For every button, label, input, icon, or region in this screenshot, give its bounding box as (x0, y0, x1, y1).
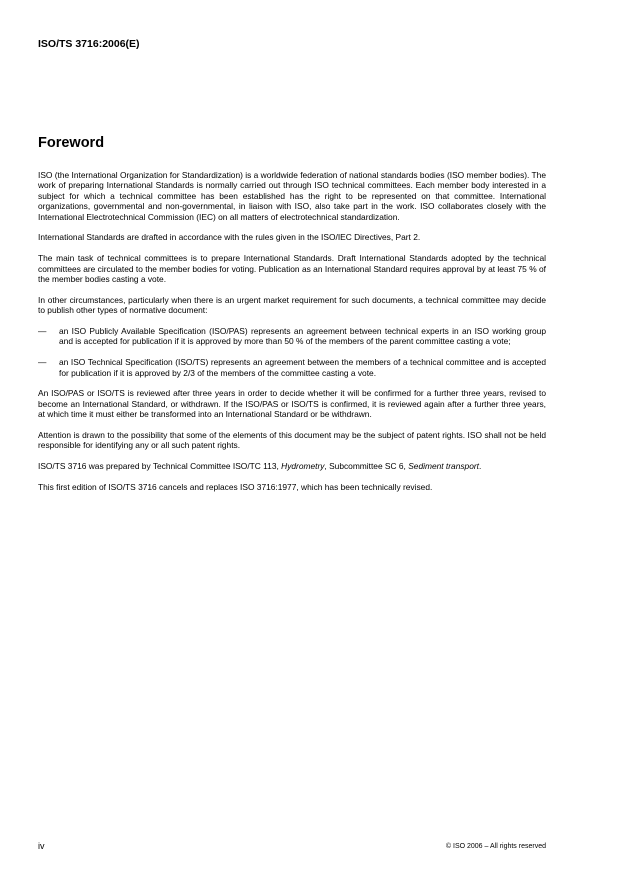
prepared-by-text: ISO/TS 3716 was prepared by Technical Committee ISO/TC 113, (38, 461, 282, 472)
page-title: Foreword (38, 135, 105, 151)
document-id-header: ISO/TS 3716:2006(E) (38, 38, 140, 50)
foreword-body (38, 170, 546, 503)
list-item-text: an ISO Publicly Available Specification (ISO/PAS) represents an agreement between technical experts in an ISO working group and is accepted for publication if it is approved by more than 50 % of the members of the parent committee casting a vote; (59, 326, 546, 347)
paragraph-prepared-by (38, 461, 546, 471)
paragraph-other-circumstances: In other circumstances, particularly when there is an urgent market requirement for such documents, a technical committee may decide to publish other types of normative document: (38, 294, 546, 316)
paragraph-patent-rights: Attention is drawn to the possibility that some of the elements of this document may be the subject of patent rights. ISO shall not be held responsible for identifying any or all such patent rights. (38, 430, 546, 451)
prepared-by-text: . (478, 461, 482, 472)
subcommittee-name: Sediment transport (408, 461, 479, 472)
list-item-ts (38, 357, 546, 378)
list-item-text: an ISO Technical Specification (ISO/TS) represents an agreement between the members of a technical committee and is accepted for publication if it is approved by 2/3 of the members of the committee casting a vote. (59, 357, 546, 378)
paragraph-review: An ISO/PAS or ISO/TS is reviewed after three years in order to decide whether it will be confirmed for a further three years, revised to become an International Standard, or withdrawn. If the ISO/PAS or ISO/TS is confirmed, it is reviewed again after a further three years, at which time it must either be transformed into an International Standard or be withdrawn. (38, 388, 546, 420)
paragraph-edition: This first edition of ISO/TS 3716 cancels and replaces ISO 3716:1977, which has been technically revised. (38, 482, 433, 493)
list-dash: — (38, 326, 47, 337)
paragraph-iso-federation: ISO (the International Organization for Standardization) is a worldwide federation of national standards bodies (ISO member bodies). The work of preparing International Standards is normally carried out through ISO technical committees. Each member body interested in a subject for which a technical committee has been established has the right to be represented on that committee. International organizations, governmental and non-governmental, in liaison with ISO, also take part in the work. ISO collaborates closely with the International Electrotechnical Commission (IEC) on all matters of electrotechnical standardization. (38, 170, 546, 222)
paragraph-directives: International Standards are drafted in accordance with the rules given in the ISO/IEC Directives, Part 2. (38, 232, 421, 243)
committee-name: Hydrometry (281, 461, 325, 472)
prepared-by-text: , Subcommittee SC 6, (324, 461, 409, 472)
list-item-pas (38, 326, 546, 347)
copyright-notice: © ISO 2006 – All rights reserved (445, 843, 546, 850)
page-number: iv (38, 841, 45, 851)
list-dash: — (38, 357, 47, 368)
paragraph-technical-committees: The main task of technical committees is to prepare International Standards. Draft International Standards adopted by the technical committees are circulated to the member bodies for voting. Publication as an International Standard requires approval by at least 75 % of the member bodies casting a vote. (38, 253, 546, 285)
